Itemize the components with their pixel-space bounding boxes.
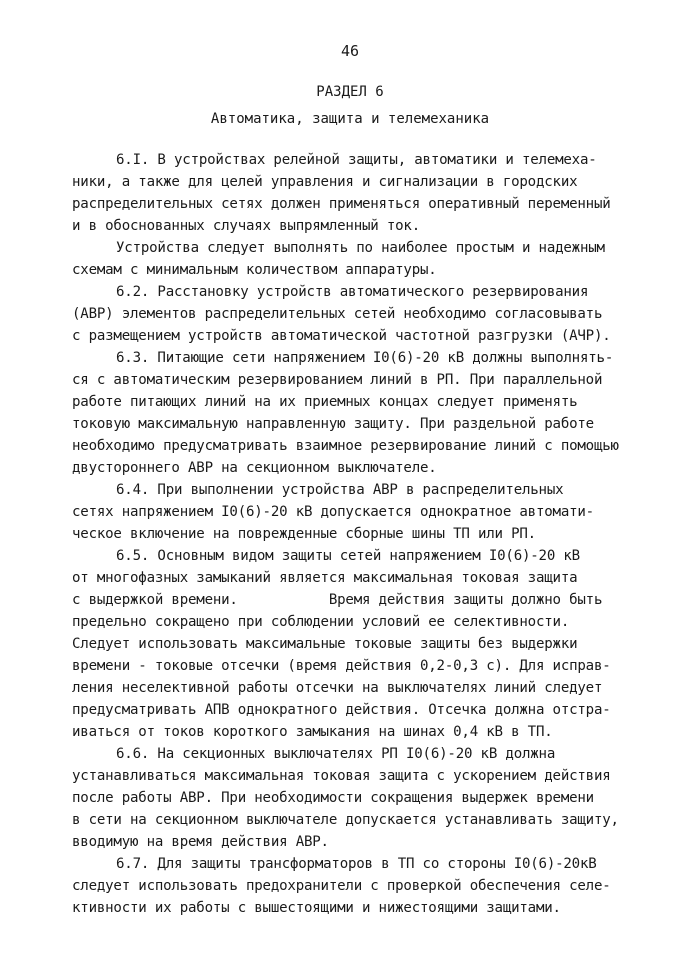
text-line: двустороннего АВР на секционном выключателе.	[72, 460, 437, 476]
text-line: ся с автоматическим резервированием линий в РП. При параллельной	[72, 372, 603, 388]
section-subtitle: Автоматика, защита и телемеханика	[210, 111, 490, 127]
text-line: предельно сокращено при соблюдении условий ее селективности.	[72, 614, 570, 630]
text-line: и в обоснованных случаях выпрямленный ток.	[72, 218, 420, 234]
text-line: в сети на секционном выключателе допускается устанавливать защиту,	[72, 812, 619, 828]
text-line: 6.3. Питающие сети напряжением I0(6)-20 кВ должны выполнять-	[116, 350, 614, 366]
text-line: вводимую на время действия АВР.	[72, 834, 329, 850]
text-line: устанавливаться максимальная токовая защита с ускорением действия	[72, 768, 611, 784]
text-line: времени - токовые отсечки (время действия 0,2-0,3 с). Для исправ-	[72, 658, 611, 674]
text-line: необходимо предусматривать взаимное резервирование линий с помощью	[72, 438, 619, 454]
text-line: Устройства следует выполнять по наиболее простым и надежным	[116, 240, 605, 256]
text-line: токовую максимальную направленную защиту. При раздельной работе	[72, 416, 594, 432]
text-line: схемам с минимальным количеством аппаратуры.	[72, 262, 437, 278]
text-line: предусматривать АПВ однократного действия. Отсечка должна отстра-	[72, 702, 611, 718]
text-line: Следует использовать максимальные токовые защиты без выдержки	[72, 636, 578, 652]
text-line: 6.4. При выполнении устройства АВР в распределительных	[116, 482, 564, 498]
text-line: следует использовать предохранители с проверкой обеспечения селе-	[72, 878, 611, 894]
text-line: ктивности их работы с вышестоящими и нижестоящими защитами.	[72, 900, 561, 916]
text-line: распределительных сетях должен применяться оперативный переменный	[72, 196, 611, 212]
text-line: ческое включение на поврежденные сборные шины ТП или РП.	[72, 526, 536, 542]
text-line: сетях напряжением I0(6)-20 кВ допускается однократное автомати-	[72, 504, 594, 520]
text-line: работе питающих линий на их приемных концах следует применять	[72, 394, 578, 410]
text-line: 6.I. В устройствах релейной защиты, автоматики и телемеха-	[116, 152, 597, 168]
section-title: РАЗДЕЛ 6	[316, 84, 384, 100]
text-line: иваться от токов короткого замыкания на шинах 0,4 кВ в ТП.	[72, 724, 553, 740]
text-line: после работы АВР. При необходимости сокращения выдержек времени	[72, 790, 594, 806]
text-line: 6.6. На секционных выключателях РП I0(6)-20 кВ должна	[116, 746, 556, 762]
text-line: ники, а также для целей управления и сигнализации в городских	[72, 174, 578, 190]
page-number: 46	[340, 42, 360, 60]
text-line: 6.2. Расстановку устройств автоматического резервирования	[116, 284, 589, 300]
text-line: с размещением устройств автоматической частотной разгрузки (АЧР).	[72, 328, 611, 344]
text-line: с выдержкой времени. Время действия защиты должно быть	[72, 592, 603, 608]
text-line: от многофазных замыканий является максимальная токовая защита	[72, 570, 578, 586]
text-line: 6.5. Основным видом защиты сетей напряжением I0(6)-20 кВ	[116, 548, 580, 564]
text-line: ления неселективной работы отсечки на выключателях линий следует	[72, 680, 603, 696]
text-line: (АВР) элементов распределительных сетей необходимо согласовывать	[72, 306, 603, 322]
text-line: 6.7. Для защиты трансформаторов в ТП со стороны I0(6)-20кВ	[116, 856, 597, 872]
